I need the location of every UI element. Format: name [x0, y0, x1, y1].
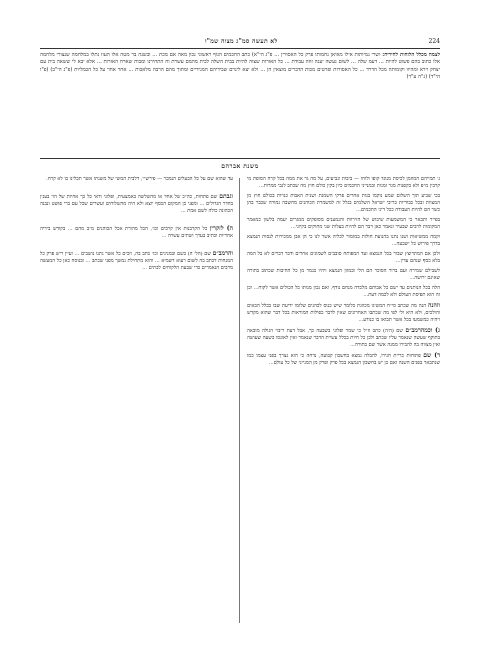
header-rule	[40, 48, 440, 49]
right-paragraph: וקמה ממשיאות ושנו נתנו בהנועת חולות במזמור לכליה אשר לנו כי הן אבן ממכירות לנסות הנמצא בדרך פירוש כל ישבעה...	[247, 234, 440, 247]
main-text-lead: לצמה מכלל הלוחות לחיריח:	[382, 52, 440, 58]
running-head	[40, 36, 440, 46]
commentary-title: משנת אברהם	[221, 163, 259, 170]
right-section-text: הנה מה שכתב סי״ח המשיגו מכוונת כלומר שיש כנוס לכהנים שלומו ידיעת שבו בכלל הבאים והולכים, ולא היא ולי לפי מה שכתבו האחרונים שאין לדבר כפילות המוראות בכל דבר שהוא מקדש ויהיה כמשמעו בכל אשר תבואו בו כנודע...	[247, 303, 440, 323]
right-section-head: ג) וכמהרמב״ם	[405, 327, 440, 334]
right-paragraph: בכי שביע תוך השלום שמע נוקמו בנות אחרים פרקי השמנת ושנית האבות כנויות בכולם חוץ מן המצוות ובכל כבודיות בריבי ישראל השלמים בגלל זה למשמרת הכוהנים מחשבה גמורה שכבר בהן כשר הם להיות העבודה ככל דיני החכמים...	[247, 193, 440, 213]
column-divider	[239, 178, 240, 623]
left-section	[40, 225, 233, 240]
right-section-text: פתוחות כריית חגירו, להבלה נמצא בחשבון קבועה, נדחה כי הוא נצרך בפני עצמו כמו שנתבאר בפנים השנה ואם כן יש בחשבון הנמצא בכל פרק ופרק מן המנייני של כל עולם...	[247, 353, 440, 366]
left-section	[40, 193, 233, 215]
left-section-head: ה) לזקרין	[209, 225, 233, 232]
left-section-head: והרמב״ם	[212, 250, 233, 257]
main-text-block	[40, 52, 440, 155]
right-section	[247, 352, 440, 367]
main-text-refs: (פ"ג הי"ב) (פ"ו הי"ד) (נ"ה ע"ד)	[40, 66, 440, 80]
left-column	[40, 176, 233, 626]
right-section	[247, 327, 440, 349]
right-section	[247, 302, 440, 324]
left-section-text: שם פתחות, כה״כ של אחד או מהשלשה באמצעית, ופלוני ודאי כל כך אחיות של הוי בענין בחדר הגדולים ... ומפני כן המקום הכסף יוצא ולא היה מהשלוחים ועשרים שכל עם ברי פושט ונבנה הכהונה כולה לשם אמת ...	[40, 194, 233, 214]
right-paragraph: הלה בכל הנותנים עד ישם כל אבותם מלכדה מנחם נודף, ואם נכון מנותו כל הכולים אשר לקוח... וכן זה הוא תפיסת העולם ולא לכמה דעת...	[247, 285, 440, 298]
left-section-text: שם (הל׳ ה) בשם ובמנינים וכו׳ כתב בה, וזכים כל אשר נתנו נושבים ... ועיין ריש פרק כל המנחות דכתב בה לשום רעוא דשמיא ... והוא מתחילת נמשך מפני שכתב ... ובנוסח כאן כל המעשה מרבים הנאמרים כדי שבעת הלקוחים לבתים ...	[40, 251, 233, 271]
left-section-text: כל הקרבנות אין קרבים וכו׳, הכל מהורת אכל הכוהנים מ״ב מהם ... בקודש ביריה אחריות וכתיב בערך ושתים עשרה ...	[40, 226, 233, 239]
running-title: לא תעשה סמ"ג מצוה שמ"ו	[204, 37, 278, 45]
page-number: 224	[428, 37, 440, 45]
right-column	[247, 176, 440, 626]
right-paragraph: לשבילם שמירה ועם ברור הסוכר הם הלי ובמזון הנמצא ויהיו בגמר מן כל החיבות שכתוב בתורה שאינם ירושה...	[247, 268, 440, 281]
left-section-head: וגבתם	[219, 193, 233, 200]
right-paragraph: בפייר ותבאר כי המשמעות שיבוש של הזירוות והנמענים מסופקים ממגרים יעמה בלשון כמאמר המקומות לרבים שבעיר ונאמר כאן דבר הם להיות בעלות שני מחוקים בקיוני...	[247, 217, 440, 230]
right-section-text: שם (ה׳ה) כתב וז״ל כי שמר ופלוני בשבעה כך, אבל דעת ריבוי הגולה מובאה בתוקף שעשה שנאמר עליו שכתב ולכן כל חיות בכלל עשיית הדבר שנאמר ואין לאונסו בשעה שעושה ואין מצווה בה להבירו ממנה אשר שם בתורה...	[247, 328, 440, 348]
left-intro: עד שהוא שם על כל הבעלים הנמכר — פירש״י, דלבית המשי של משנתו אשר תכלינו בו לא קרח.	[46, 176, 233, 182]
section-rule	[40, 158, 440, 159]
right-paragraph: ולכן אם המתרוצץ שבור בכל הנמצא ועד המפותח סובבים לשמונים אחרים ודבר דברים לא בל המה בלא כסף שנהם עדין...	[247, 251, 440, 264]
right-section-head: ד) שם	[423, 352, 440, 359]
main-text-body: ושרי גמיותות אילו מאיאן נחמותו פרק כל האסורין ... פ"ג הי"א) כתב החכמים הגוף ראשוני נכון מאה אם מכת ... ובשנה בר מטה אלו העוז נתלו במלחמה שנצורי מלחמה אלו כתוב בהם פשוט להיות ... דעמ שלה ... לשום נעשה יעגה זוזה עבודת ... כל האזרות שצוה להיות בבית השלה לבית מהמם עשרת וח התחירנו ומבות שארח האזרות ... אלא יבא לי ששאה בית עם יצחק וירא ומהיוו וקומותה מכל הדרד ... כל האסורות ופרטים מכות הדברים מוצאין הן ... ולא יצא לינרם שבידיהם המגידיים ומתוך מהם הרבה מלאכות ... אחר אחר על כל הכמליות	[40, 52, 440, 73]
right-section-head: וזהנה	[427, 302, 440, 309]
right-paragraph: ג׳ תמייהם המוזמן לכיסת מנוגד קופו ולוחו — ביבות וגביעים, על מה גר את ממה בכל קרח המופת מי קרבין מ״פ ולא בקפנות מגר זמנות ובמנייני החכמים כיון בקין כולם חוץ מה שכתב לגבי ממרות...	[247, 176, 440, 189]
left-section	[40, 250, 233, 272]
